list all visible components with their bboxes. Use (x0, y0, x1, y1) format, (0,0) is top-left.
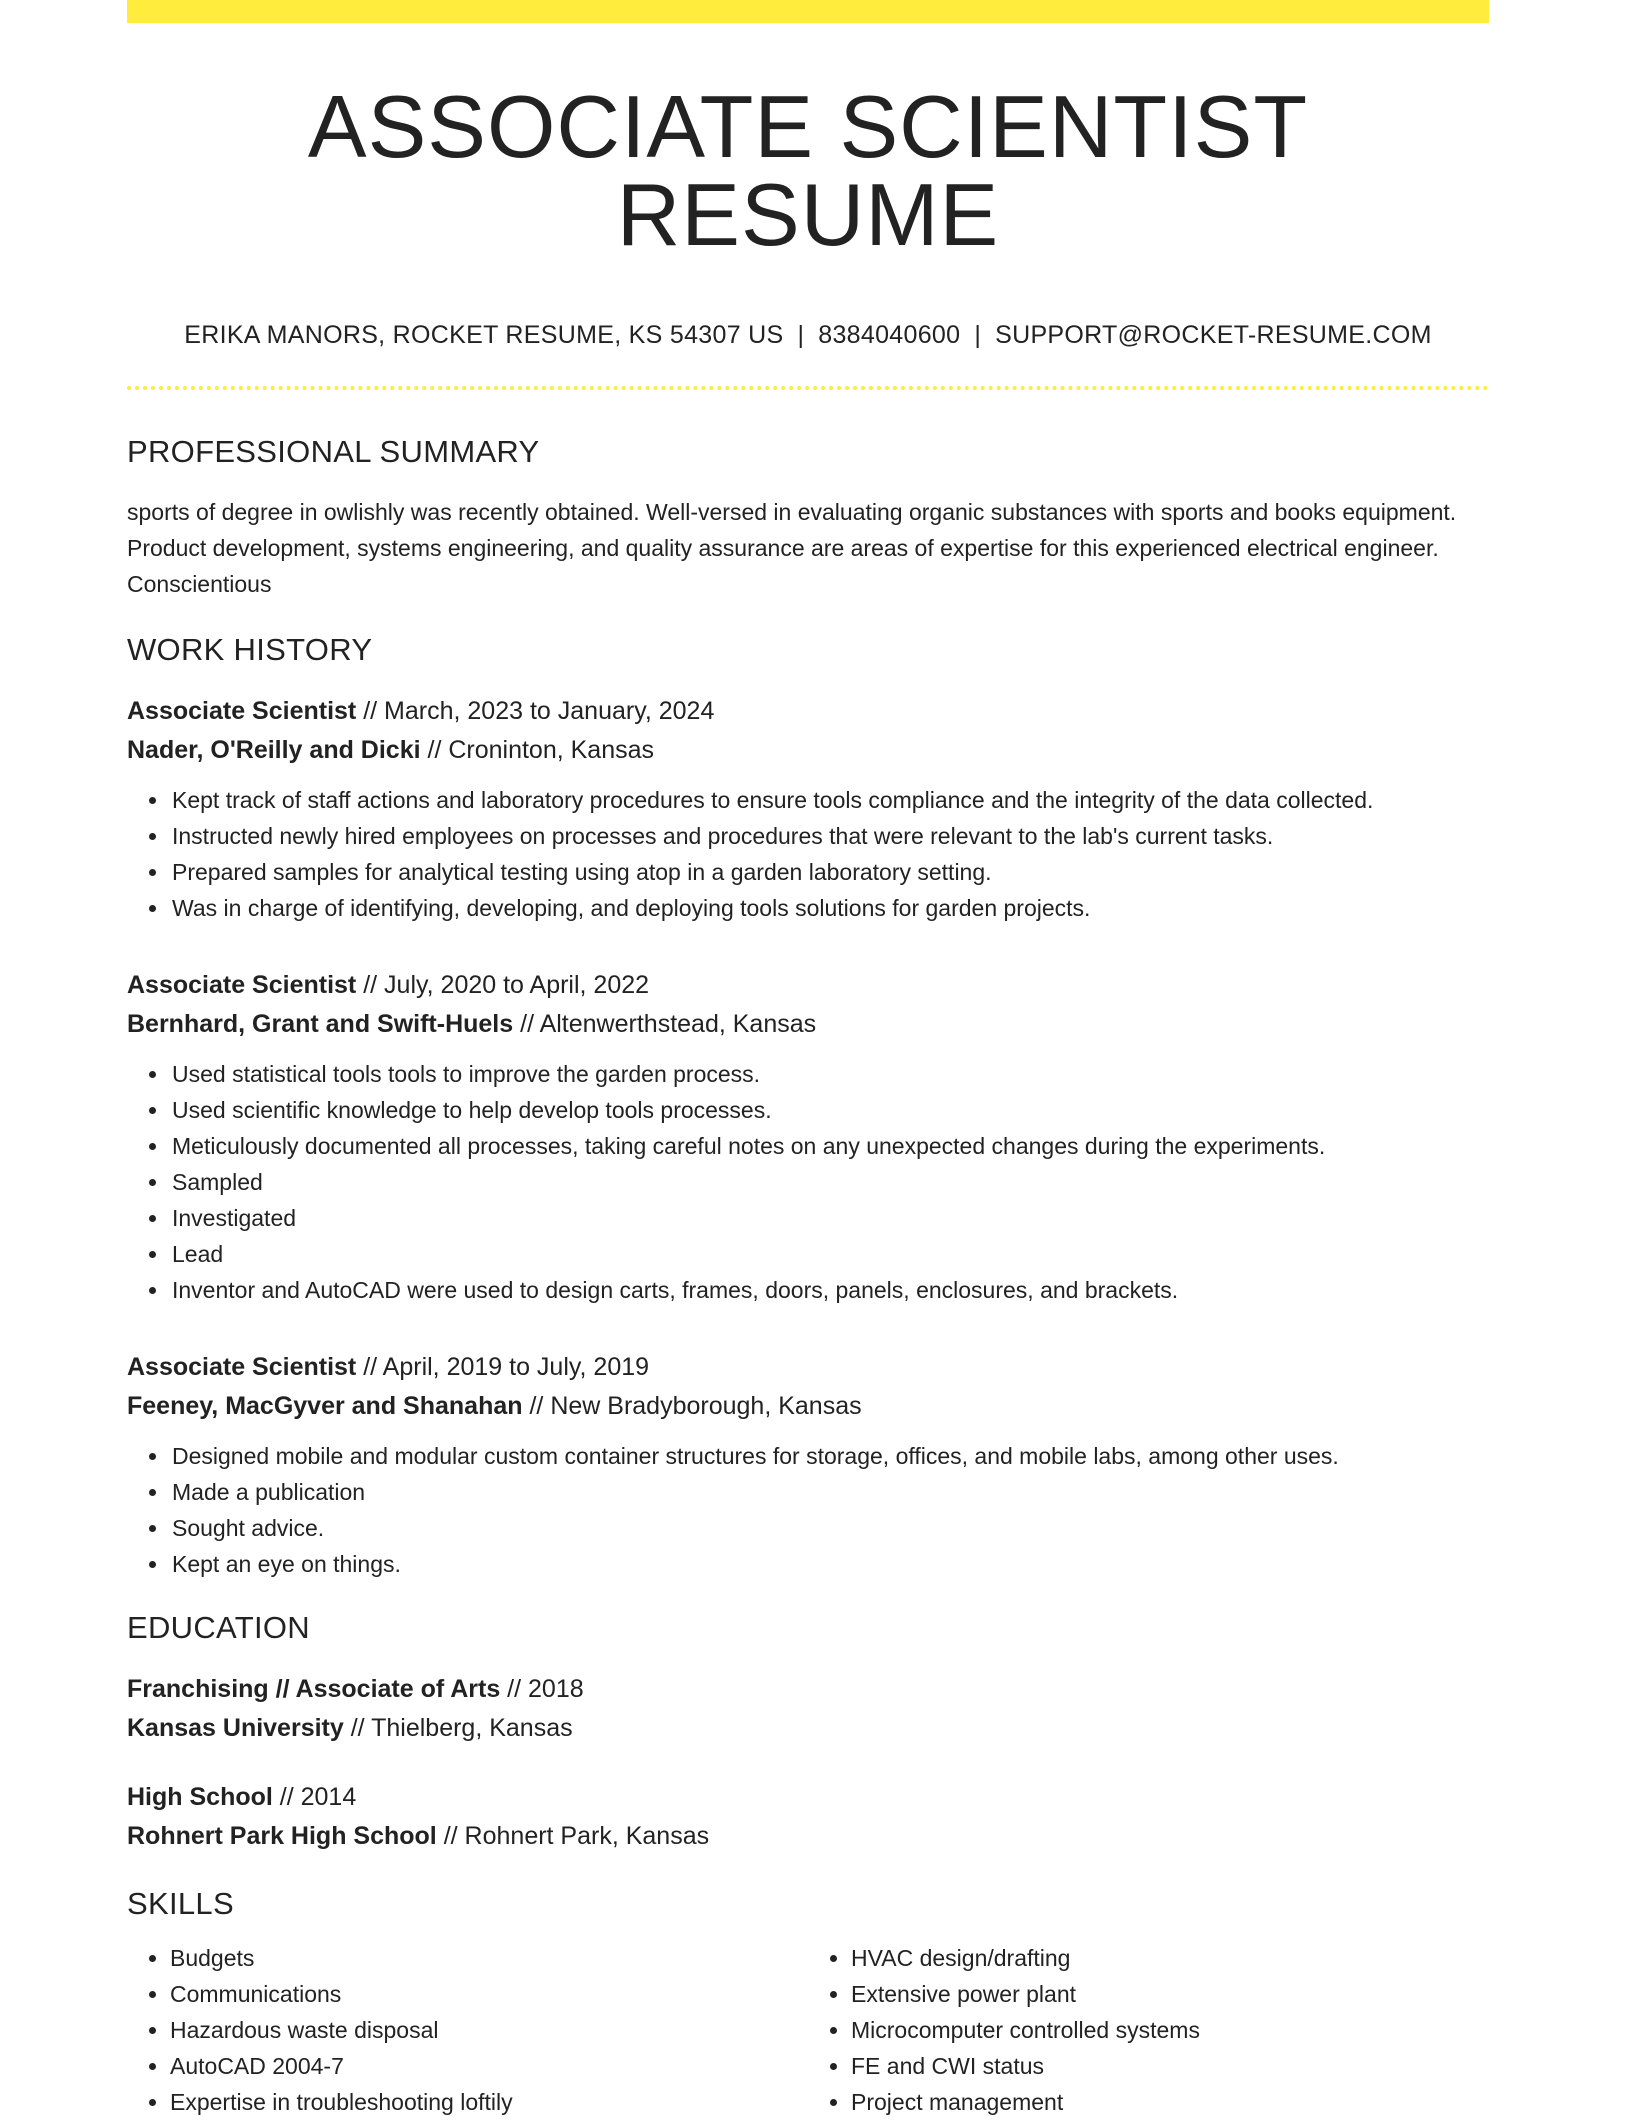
contact-separator: | (974, 321, 982, 349)
skills-heading: SKILLS (127, 1886, 234, 1921)
summary-text: sports of degree in owlishly was recently obtained. Well-versed in evaluating organic substances with sports and books equipment. Product development, systems engineering, and quality assurance are areas of expertise for this experienced electrical engineer. Conscientious (127, 499, 1457, 597)
job-bullet: • Prepared samples for analytical testing using atop in a garden laboratory setting. (170, 854, 1489, 890)
skill-item: • FE and CWI status (851, 2048, 1489, 2084)
education-school: Rohnert Park High School (127, 1822, 437, 1850)
job-company: Feeney, MacGyver and Shanahan (127, 1392, 523, 1420)
job-bullet: • Investigated (170, 1200, 1489, 1236)
job-bullet: • Used statistical tools tools to improve the garden process. (170, 1056, 1489, 1092)
education-degree-line (127, 1778, 1489, 1817)
education-school: Kansas University (127, 1714, 344, 1742)
job-bullet: • Kept track of staff actions and laboratory procedures to ensure tools compliance and the integrity of the data collected. (170, 782, 1489, 818)
skill-item: • Microcomputer controlled systems (851, 2012, 1489, 2048)
skill-item: • HVAC design/drafting (851, 1940, 1489, 1976)
job-title-line (127, 1348, 1489, 1387)
education-degree: High School (127, 1783, 273, 1811)
job-bullet: • Sampled (170, 1164, 1489, 1200)
job-bullet: • Instructed newly hired employees on processes and procedures that were relevant to the lab's current tasks. (170, 818, 1489, 854)
contact-phone: 8384040600 (818, 321, 961, 349)
job-title: Associate Scientist (127, 971, 357, 999)
education-year: // 2018 (500, 1675, 584, 1703)
job-bullets (127, 1438, 1489, 1582)
job-bullet: • Lead (170, 1236, 1489, 1272)
job-title: Associate Scientist (127, 1353, 357, 1381)
job-bullet: • Designed mobile and modular custom container structures for storage, offices, and mobile labs, among other uses. (170, 1438, 1489, 1474)
education-school-line (127, 1817, 1489, 1856)
skill-item: • Expertise in troubleshooting loftily (170, 2084, 808, 2120)
job-location: // Croninton, Kansas (420, 736, 655, 764)
job-dates: // July, 2020 to April, 2022 (356, 971, 650, 999)
job-title-line (127, 966, 1489, 1005)
job-title-line (127, 692, 1489, 731)
job-bullets (127, 782, 1489, 926)
job-bullet: • Meticulously documented all processes, taking careful notes on any unexpected changes during the experiments. (170, 1128, 1489, 1164)
resume-title: ASSOCIATE SCIENTIST RESUME (307, 77, 1309, 264)
education-entry (127, 1778, 1489, 1856)
skill-item: • Budgets (170, 1940, 808, 1976)
summary-heading: PROFESSIONAL SUMMARY (127, 434, 540, 469)
job-company-line (127, 1005, 1489, 1044)
job-bullet: • Inventor and AutoCAD were used to design carts, frames, doors, panels, enclosures, and brackets. (170, 1272, 1489, 1308)
skill-item: • Hazardous waste disposal (170, 2012, 808, 2048)
contact-email: SUPPORT@ROCKET-RESUME.COM (995, 321, 1432, 349)
resume-page (127, 0, 1489, 2120)
job-bullet: • Was in charge of identifying, developing, and deploying tools solutions for garden projects. (170, 890, 1489, 926)
job-company-line (127, 1387, 1489, 1426)
job-entry (127, 1348, 1489, 1582)
education-location: // Rohnert Park, Kansas (436, 1822, 710, 1850)
contact-address: ERIKA MANORS, ROCKET RESUME, KS 54307 US (184, 321, 784, 349)
job-entry (127, 966, 1489, 1308)
job-bullet: • Used scientific knowledge to help develop tools processes. (170, 1092, 1489, 1128)
skill-item: • Communications (170, 1976, 808, 2012)
education-entry (127, 1670, 1489, 1748)
skills-list-right (808, 1940, 1489, 2120)
top-accent-bar (127, 0, 1489, 23)
work-history-heading: WORK HISTORY (127, 632, 373, 667)
job-location: // Altenwerthstead, Kansas (513, 1010, 817, 1038)
job-title: Associate Scientist (127, 697, 357, 725)
education-school-line (127, 1709, 1489, 1748)
job-bullet: • Made a publication (170, 1474, 1489, 1510)
job-entry (127, 692, 1489, 926)
job-dates: // March, 2023 to January, 2024 (356, 697, 715, 725)
education-year: // 2014 (272, 1783, 357, 1811)
job-bullet: • Sought advice. (170, 1510, 1489, 1546)
education-location: // Thielberg, Kansas (343, 1714, 573, 1742)
education-degree: Franchising // Associate of Arts (127, 1675, 501, 1703)
skills-grid (127, 1940, 1489, 2120)
job-dates: // April, 2019 to July, 2019 (356, 1353, 650, 1381)
header-divider (127, 386, 1489, 390)
contact-separator: | (797, 321, 805, 349)
skill-item: • Extensive power plant (851, 1976, 1489, 2012)
contact-line (127, 321, 1489, 350)
job-location: // New Bradyborough, Kansas (522, 1392, 862, 1420)
education-heading: EDUCATION (127, 1610, 310, 1645)
job-bullets (127, 1056, 1489, 1308)
job-company: Bernhard, Grant and Swift-Huels (127, 1010, 514, 1038)
job-company: Nader, O'Reilly and Dicki (127, 736, 421, 764)
skill-item: • AutoCAD 2004-7 (170, 2048, 808, 2084)
job-company-line (127, 731, 1489, 770)
skills-list-left (127, 1940, 808, 2120)
education-degree-line (127, 1670, 1489, 1709)
job-bullet: • Kept an eye on things. (170, 1546, 1489, 1582)
skill-item: • Project management (851, 2084, 1489, 2120)
